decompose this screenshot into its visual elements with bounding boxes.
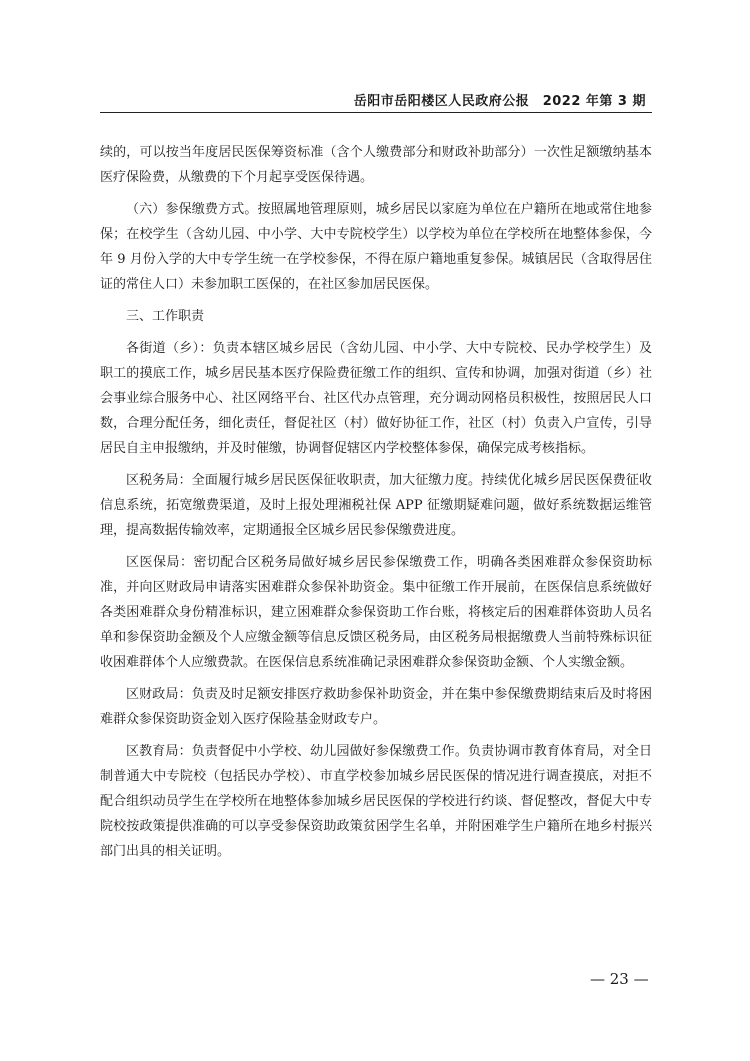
document-body (100, 140, 652, 864)
paragraph-education-bureau: 区教育局：负责督促中小学校、幼儿园做好参保缴费工作。负责协调市教育体育局，对全日制普通大中专院校（包括民办学校）、市直学校参加城乡居民医保的情况进行调查摸底，对拒不配合组织动员学生在学校所在地整体参加城乡居民医保的学校进行约谈、督促整改，督促大中专院校按政策提供准确的可以享受参保资助政策贫困学生名单，并附困难学生户籍所在地乡村振兴部门出具的相关证明。 (100, 744, 652, 859)
paragraph-payment-method: （六）参保缴费方式。按照属地管理原则，城乡居民以家庭为单位在户籍所在地或常住地参保；在校学生（含幼儿园、中小学、大中专院校学生）以学校为单位在学校所在地整体参保，今年 9 月份入学的大中专学生统一在学校参保，不得在原户籍地重复参保。城镇居民（含取得居住证的常住人口）未参加职工医保的，在社区参加居民医保。 (100, 202, 652, 292)
paragraph-finance-bureau: 区财政局：负责及时足额安排医疗救助参保补助资金，并在集中参保缴费期结束后及时将困难群众参保资助资金划入医疗保险基金财政专户。 (100, 687, 652, 727)
paragraph-tax-bureau: 区税务局：全面履行城乡居民医保征收职责，加大征缴力度。持续优化城乡居民医保费征收信息系统，拓宽缴费渠道，及时上报处理湘税社保 APP 征缴期疑难问题，做好系统数据运维管理，提高数据传输效率，定期通报全区城乡居民参保缴费进度。 (100, 473, 652, 538)
paragraph-continuation: 续的，可以按当年度居民医保筹资标准（含个人缴费部分和财政补助部分）一次性足额缴纳基本医疗保险费，从缴费的下个月起享受医保待遇。 (100, 145, 652, 185)
section-heading-duties: 三、工作职责 (126, 309, 205, 324)
paragraph-medical-insurance-bureau: 区医保局：密切配合区税务局做好城乡居民参保缴费工作，明确各类困难群众参保资助标准，并向区财政局申请落实困难群众参保补助资金。集中征缴工作开展前，在医保信息系统做好各类困难群众身份精准标识，建立困难群众参保资助工作台账，将核定后的困难群体资助人员名单和参保资助金额及个人应缴金额等信息反馈区税务局，由区税务局根据缴费人当前特殊标识征收困难群体个人应缴费款。在医保信息系统准确记录困难群众参保资助金额、个人实缴金额。 (100, 555, 652, 670)
paragraph-subdistricts: 各街道（乡）：负责本辖区城乡居民（含幼儿园、中小学、大中专院校、民办学校学生）及职工的摸底工作，城乡居民基本医疗保险费征缴工作的组织、宣传和协调，加强对街道（乡）社会事业综合服务中心、社区网络平台、社区代办点管理，充分调动网格员积极性，按照居民人口数，合理分配任务，细化责任，督促社区（村）做好协征工作，社区（村）负责入户宣传，引导居民自主申报缴纳，并及时催缴，协调督促辖区内学校整体参保，确保完成考核指标。 (100, 341, 652, 456)
gazette-title: 岳阳市岳阳楼区人民政府公报 2022 年第 3 期 (353, 94, 646, 109)
page-number: — 23 — (590, 970, 649, 988)
page-header (100, 88, 652, 113)
